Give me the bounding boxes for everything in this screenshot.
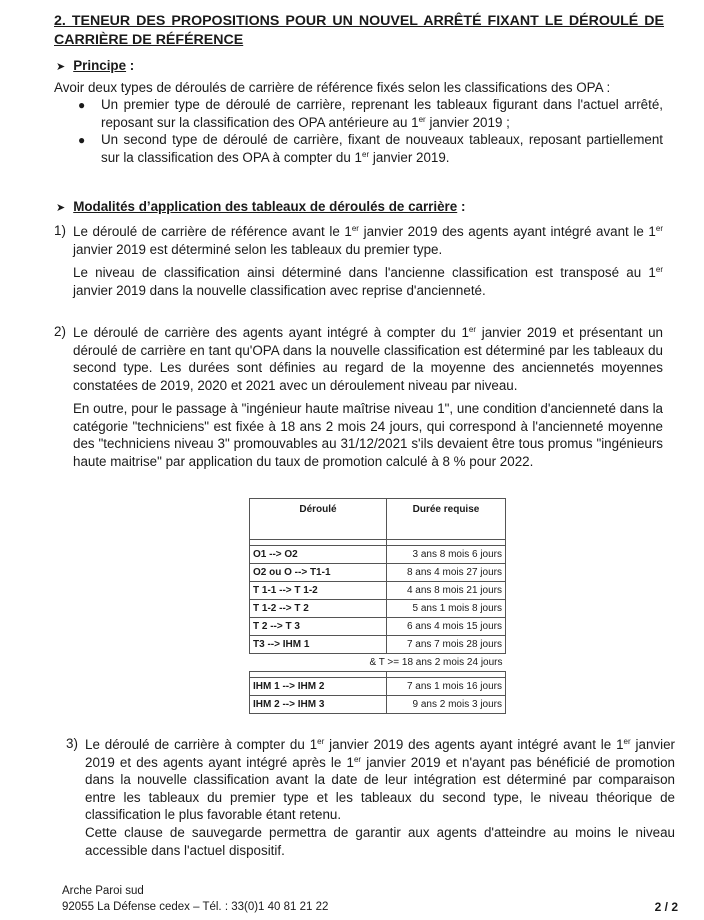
principe-heading [56, 58, 134, 73]
arrow-bullet-icon: ➤ [56, 202, 66, 214]
modalites-heading-suffix: : [457, 199, 466, 214]
item-2-paragraph-1: Le déroulé de carrière des agents ayant intégré à compter du 1er janvier 2019 et présentant un déroulé de carrière en tant qu'OPA dans la nouvelle classification est déterminé par les tableaux du second type. Les durées sont définies au regard de la moyenne des anciennetés moyennes constatées de 2019, 2020 et 2021 avec un déroulement niveau par niveau. [73, 325, 663, 393]
item-1-paragraph-2: Le niveau de classification ainsi déterminé dans l'ancienne classification est transposé au 1er janvier 2019 dans la nouvelle classification avec reprise d'ancienneté. [73, 265, 663, 298]
principe-intro: Avoir deux types de déroulés de carrière de référence fixés selon les classifications des OPA : [54, 80, 611, 95]
item-1-paragraph-1: Le déroulé de carrière de référence avant le 1er janvier 2019 des agents ayant intégré avant le 1er janvier 2019 est déterminé selon les tableaux du premier type. [73, 224, 663, 257]
principe-heading-text: Principe [73, 58, 127, 73]
principe-bullet-2: Un second type de déroulé de carrière, fixant de nouveaux tableaux, reposant partiellement sur la classification des OPA à compter du 1er janvier 2019. [101, 132, 663, 165]
table-row: T 1-2 --> T 2 5 ans 1 mois 8 jours [250, 600, 506, 618]
career-duration-table [249, 498, 506, 714]
principe-heading-suffix: : [126, 58, 135, 73]
footer-address-1: Arche Paroi sud [62, 885, 144, 897]
table-row: IHM 1 --> IHM 2 7 ans 1 mois 16 jours [250, 678, 506, 696]
table-header-deroule: Déroulé [250, 499, 387, 540]
table-row: T 1-1 --> T 1-2 4 ans 8 mois 21 jours [250, 582, 506, 600]
table-row: T3 --> IHM 1 7 ans 7 mois 28 jours [250, 636, 506, 654]
table-row: O2 ou O --> T1-1 8 ans 4 mois 27 jours [250, 564, 506, 582]
page-number: 2 / 2 [654, 900, 678, 914]
item-number: 3) [66, 736, 78, 751]
arrow-bullet-icon: ➤ [56, 61, 66, 73]
section-title: 2. TENEUR DES PROPOSITIONS POUR UN NOUVEL ARRÊTÉ FIXANT LE DÉROULÉ DE CARRIÈRE DE RÉFÉRENCE [54, 13, 664, 48]
item-2-paragraph-2: En outre, pour le passage à "ingénieur haute maîtrise niveau 1", une condition d'ancienneté dans la catégorie "techniciens" est fixée à 18 ans 2 mois 24 jours, qui correspond à l'ancienneté moyenne des "techniciens niveau 3" promouvables au 31/12/2021 s'ils devaient être tous promus "ingénieurs haute maitrise" par application du taux de promotion calculé à 8 % pour 2022. [73, 401, 663, 469]
table-row: T 2 --> T 3 6 ans 4 mois 15 jours [250, 618, 506, 636]
table-header-duree: Durée requise [387, 499, 506, 540]
item-number: 1) [54, 223, 66, 238]
item-3-paragraph-1: Le déroulé de carrière à compter du 1er janvier 2019 des agents ayant intégré avant le 1er janvier 2019 et des agents ayant intégré après le 1er janvier 2019 et n'ayant pas bénéficié de promotion dans la nouvelle classification avant la date de leur intégration est déterminé par comparaison entre les tableaux du premier type et les tableaux du second type, le niveau théorique de classification le plus favorable étant retenu. [85, 737, 675, 822]
bullet-dot-icon: ● [78, 133, 86, 147]
item-3-paragraph-2: Cette clause de sauvegarde permettra de garantir aux agents d'atteindre au moins le niveau accessible dans l'actuel dispositif. [85, 825, 675, 858]
footer-address-2: 92055 La Défense cedex – Tél. : 33(0)1 40 81 21 22 [62, 901, 329, 913]
table-row: O1 --> O2 3 ans 8 mois 6 jours [250, 546, 506, 564]
table-header-row [250, 499, 506, 540]
table-row: IHM 2 --> IHM 3 9 ans 2 mois 3 jours [250, 696, 506, 714]
modalites-heading-text: Modalités d’application des tableaux de déroulés de carrière [73, 199, 458, 214]
principe-bullet-1: Un premier type de déroulé de carrière, reprenant les tableaux figurant dans l'actuel arrêté, reposant sur la classification des OPA antérieure au 1er janvier 2019 ; [101, 97, 663, 130]
modalites-heading [56, 199, 465, 214]
item-number: 2) [54, 324, 66, 339]
bullet-dot-icon: ● [78, 98, 86, 112]
table-condition-row: & T >= 18 ans 2 mois 24 jours [250, 654, 506, 672]
